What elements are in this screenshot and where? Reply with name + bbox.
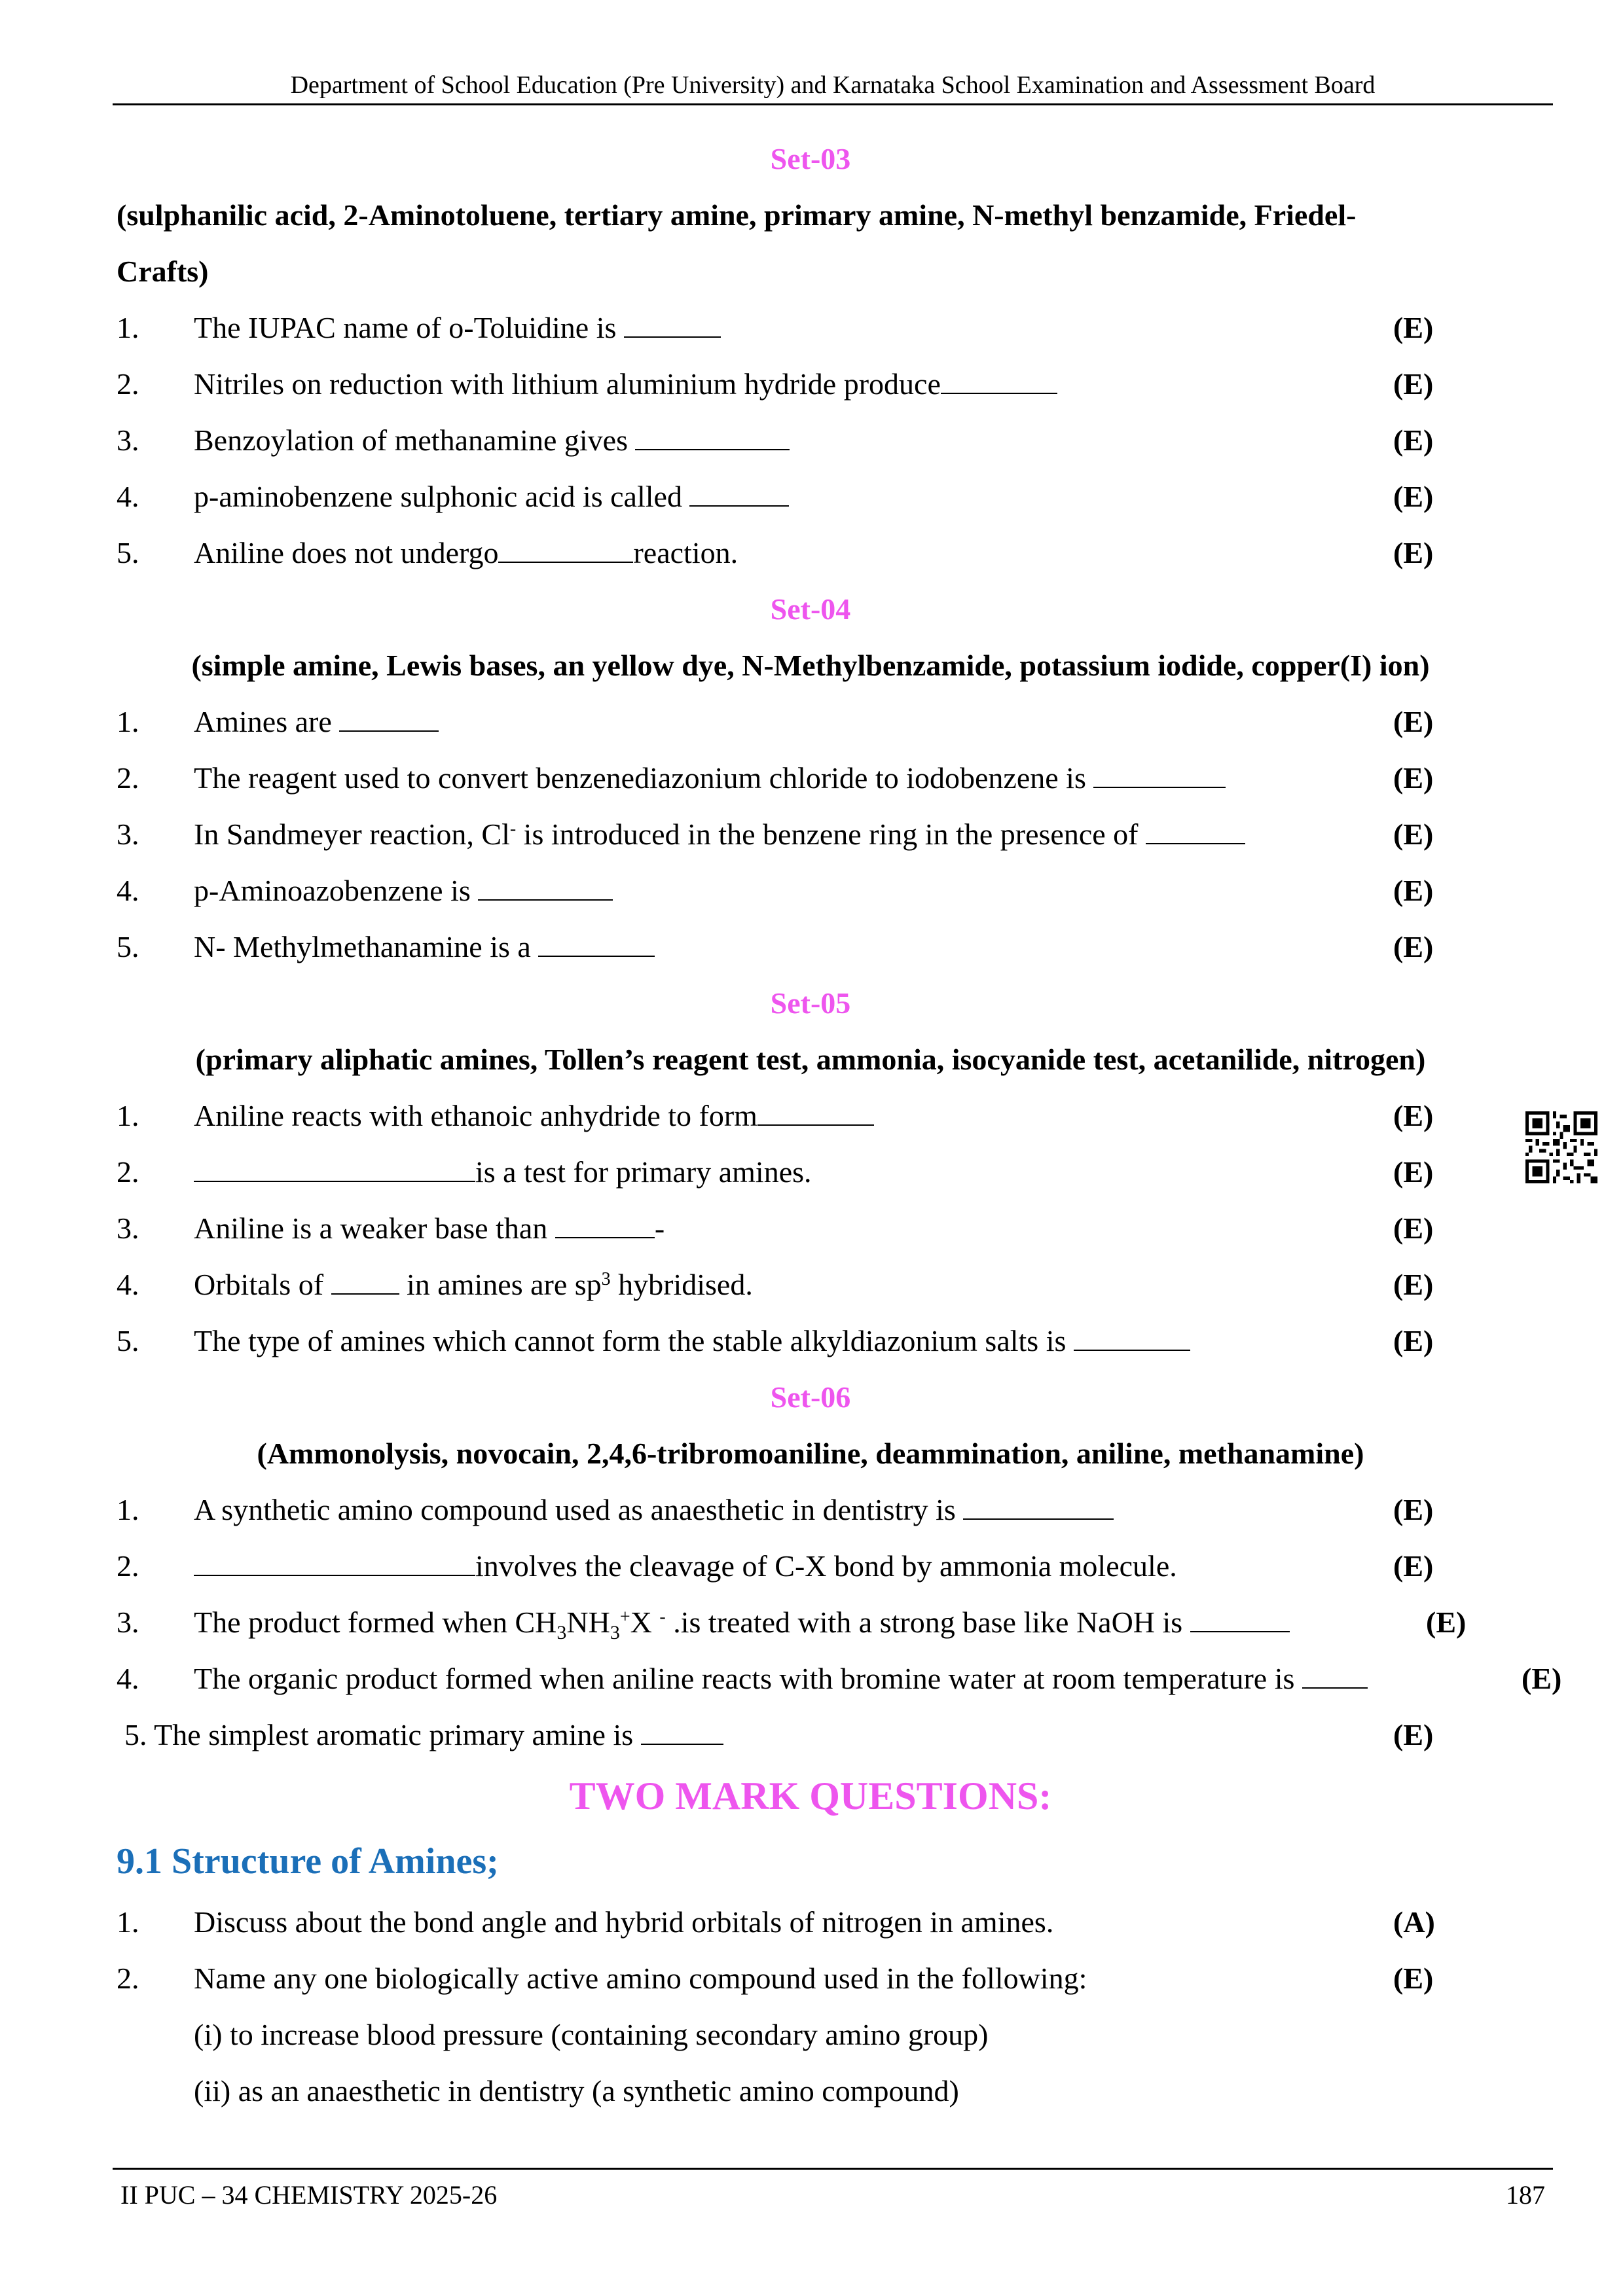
section-title: 9.1 Structure of Amines;: [117, 1841, 499, 1882]
set-05-question-5: 5. The type of amines which cannot form the stable alkyldiazonium salts is (E): [117, 1324, 1434, 1357]
answer-blank: [555, 1215, 655, 1238]
set-05-question-4: 4. Orbitals of in amines are $sp^3$ hybridised. (E): [117, 1268, 1434, 1301]
answer-blank: [641, 1721, 723, 1745]
two-mark-question-1: 1. Discuss about the bond angle and hybrid orbitals of nitrogen in amines. (A): [117, 1905, 1435, 1939]
answer-blank: [1074, 1327, 1190, 1351]
answer-blank: [1093, 764, 1226, 788]
set-05-title: Set-05: [770, 986, 851, 1020]
set-03-question-4: 4. p-aminobenzene sulphonic acid is called (E): [117, 480, 1434, 513]
answer-blank: [635, 427, 790, 450]
answer-blank: [963, 1496, 1114, 1520]
set-06-question-5: 5. The simplest aromatic primary amine is (E): [124, 1718, 1434, 1751]
set-04-question-5: 5. N- Methylmethanamine is a (E): [117, 930, 1434, 963]
answer-blank: [194, 1158, 475, 1182]
set-05-question-1: 1. Aniline reacts with ethanoic anhydride to form (E): [117, 1099, 1434, 1132]
set-04-question-1: 1. Amines are (E): [117, 705, 1434, 738]
set-04-question-2: 2. The reagent used to convert benzenediazonium chloride to iodobenzene is (E): [117, 761, 1434, 795]
set-05-question-2: 2. is a test for primary amines. (E): [117, 1155, 1434, 1189]
set-05-keywords: (primary aliphatic amines, Tollen’s reagent test, ammonia, isocyanide test, acetanilide, nitrogen): [195, 1043, 1426, 1076]
set-04-keywords: (simple amine, Lewis bases, an yellow dye, N-Methylbenzamide, potassium iodide, copper(I) ion): [191, 649, 1430, 682]
answer-blank: [339, 708, 439, 732]
footer-course-label: II PUC – 34 CHEMISTRY 2025-26: [120, 2180, 498, 2210]
answer-blank: [624, 314, 721, 338]
set-06-title: Set-06: [770, 1380, 851, 1414]
set-03-question-5: 5. Aniline does not undergo reaction. (E): [117, 536, 1434, 569]
sub-item-1: (i) to increase blood pressure (containing secondary amino group): [194, 2018, 989, 2051]
sub-item-2: (ii) as an anaesthetic in dentistry (a synthetic amino compound): [194, 2074, 959, 2108]
answer-blank: [1190, 1609, 1290, 1632]
set-03-question-1: 1. The IUPAC name of o-Toluidine is (E): [117, 311, 1434, 344]
set-06-question-1: 1. A synthetic amino compound used as anaesthetic in dentistry is (E): [117, 1493, 1434, 1526]
set-04-title: Set-04: [770, 592, 851, 626]
set-03-keywords-line2: Crafts): [117, 255, 209, 288]
page-header: Department of School Education (Pre University) and Karnataka School Examination and Assessment Board: [290, 71, 1376, 99]
footer-rule: [113, 2168, 1553, 2170]
set-04-question-3: 3. In Sandmeyer reaction, Cl- is introduced in the benzene ring in the presence of (E): [117, 817, 1434, 851]
answer-blank: [941, 370, 1057, 394]
answer-blank: [331, 1271, 399, 1295]
answer-blank: [498, 539, 633, 563]
page-content: [117, 131, 1562, 2119]
set-06-question-3: 3. The product formed when $CH_3NH_3^+X$ - .is treated with a strong base like NaOH is (E): [117, 1605, 1467, 1644]
page-number: 187: [1506, 2180, 1545, 2210]
answer-blank: [194, 1552, 475, 1576]
set-04-question-4: 4. p-Aminoazobenzene is (E): [117, 874, 1434, 907]
set-03-keywords-line1: (sulphanilic acid, 2-Aminotoluene, tertiary amine, primary amine, N-methyl benzamide, Friedel-: [117, 198, 1357, 232]
set-03-question-2: 2. Nitriles on reduction with lithium aluminium hydride produce (E): [117, 367, 1434, 401]
set-05-question-3: 3. Aniline is a weaker base than - (E): [117, 1211, 1434, 1245]
answer-blank: [1302, 1665, 1368, 1689]
answer-blank: [478, 877, 613, 901]
set-06-question-2: 2. involves the cleavage of C-X bond by ammonia molecule. (E): [117, 1549, 1434, 1583]
set-03-question-3: 3. Benzoylation of methanamine gives (E): [117, 423, 1434, 457]
answer-blank: [689, 483, 789, 507]
set-03-title: Set-03: [770, 142, 851, 175]
answer-blank: [757, 1102, 874, 1126]
header-rule: [113, 103, 1553, 105]
two-mark-question-2: 2. Name any one biologically active amino compound used in the following: (E): [117, 1962, 1434, 1995]
qr-code-icon: [1525, 1111, 1597, 1183]
set-06-question-4: 4. The organic product formed when aniline reacts with bromine water at room temperature is (E): [117, 1662, 1562, 1695]
answer-blank: [1146, 821, 1245, 844]
answer-blank: [538, 933, 655, 957]
two-mark-questions-title: TWO MARK QUESTIONS:: [569, 1774, 1052, 1818]
set-06-keywords: (Ammonolysis, novocain, 2,4,6-tribromoaniline, deammination, aniline, methanamine): [257, 1437, 1364, 1470]
